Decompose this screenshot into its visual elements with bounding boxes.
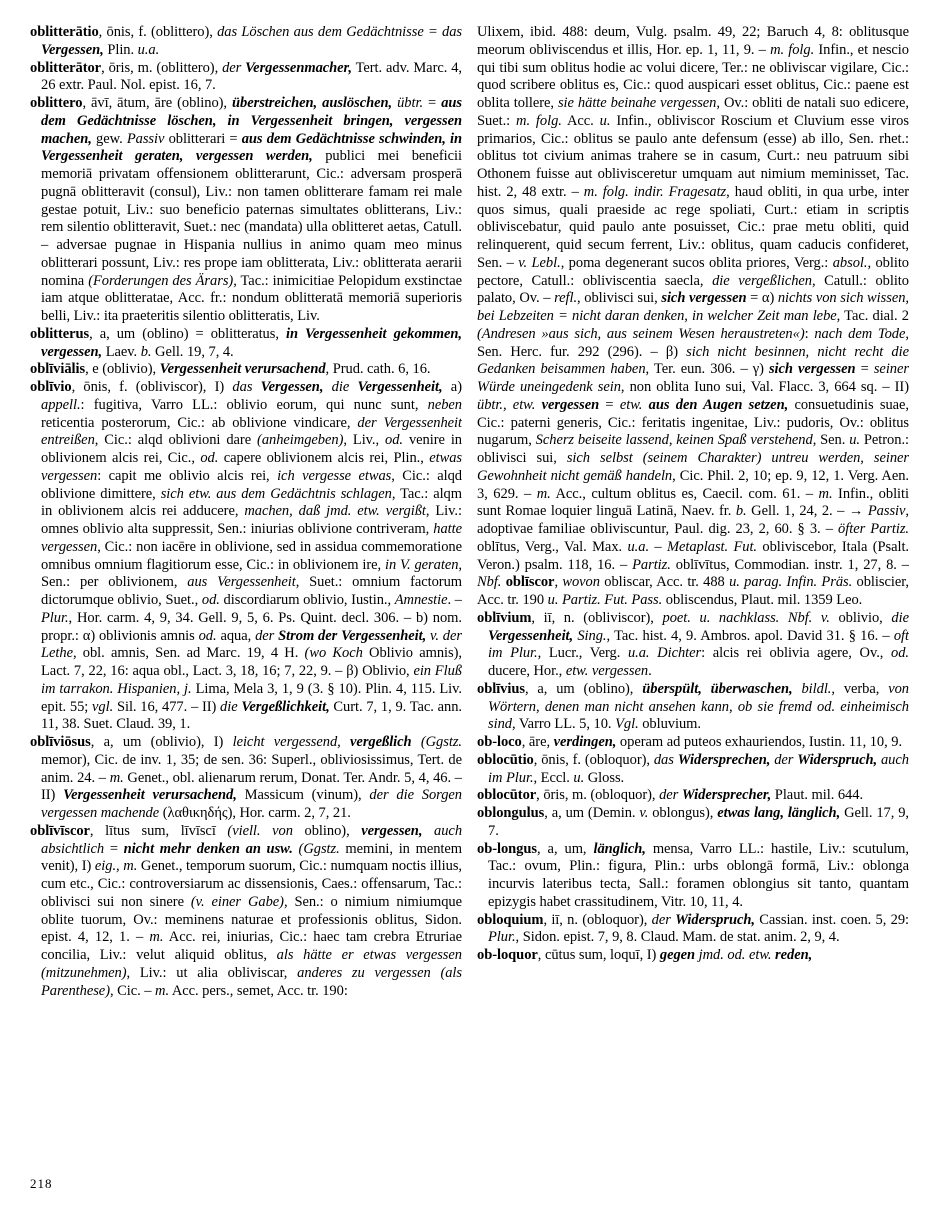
dictionary-entry: oblīvius, a, um (oblino), überspült, überwaschen, bildl., verba, von Wörtern, denen man nicht ansehen kann, ob sie fremd od. einheimisch sind, Varro LL. 5, 10. Vgl. obluvium.: [477, 680, 909, 733]
dictionary-entry: ob-longus, a, um, länglich, mensa, Varro LL.: hastile, Liv.: scutulum, Tac.: ovum, Plin.: figura, Plin.: urbs oblongā formā, Liv.: oblonga incurvis lateribus tecta, Sall.: foramen oblongius sit tanto, quantam epizygis habet crassitudinem, Vitr. 10, 11, 4.: [477, 840, 909, 910]
dictionary-entry: ob-loco, āre, verdingen, operam ad puteos exhauriendos, Iustin. 11, 10, 9.: [477, 734, 903, 750]
dictionary-entry: oblīvīscor, lītus sum, līvīscī (viell. von oblino), vergessen, auch absichtlich = nicht mehr denken an usw. (Ggstz. memini, in mentem venit), I) eig., m. Genet., temporum suorum, Cic.: numquam noctis illius, cum etc., Cic.: controversiarum ac dissensionis, Caes.: offensarum, Tac.: oblivisci sui non sinere (v. einer Gabe), Sen.: o nimium nimiumque oblite tuorum, Ov.: meminens naturae et professionis oblitus, Sidon. epist. 4, 12, 1. – m. Acc. rei, iniurias, Cic.: haec tam crebra Etruriae concilia, Liv.: velut aliquid oblitus, als hätte er etwas vergessen (mitzunehmen), Liv.: ut alia obliviscar, anderes zu vergessen (als Parenthese), Cic. – m. Acc. pers., semet, Acc. tr. 190:: [30, 822, 462, 999]
dictionary-entry: oblīviōsus, a, um (oblivio), I) leicht vergessend, vergeßlich (Ggstz. memor), Cic. de inv. 1, 35; de sen. 36: Superl., obliviosissimus, Tert. de anim. 24. – m. Genet., obl. alienarum rerum, Donat. Ter. Andr. 5, 4, 46. – II) Vergessenheit verursachend, Massicum (vinum), der die Sorgen vergessen machende (λαθικηδής), Hor. carm. 2, 7, 21.: [30, 734, 462, 821]
dictionary-entry: oblīvio, ōnis, f. (obliviscor), I) das Vergessen, die Vergessenheit, a) appell.: fugitiva, Varro LL.: oblivio eorum, qui nunc sunt, neben reticentia posterorum, Cic.: ab oblivione vindicare, der Vergessenheit entreißen, Cic.: alqd oblivioni dare (anheimgeben), Liv., od. venire in oblivionem alcis rei, Cic., od. capere oblivionem alcis rei, Plin., etwas vergessen: capit me oblivio alcis rei, ich vergesse etwas, Cic.: alqd oblivione dimittere, sich etw. aus dem Gedächtnis schlagen, Tac.: alqm in oblivionem alcis rei adducere, machen, daß jmd. etw. vergißt, Liv.: omnes oblivio alta suppressit, Sen.: iniurias oblivione contriveram, hatte vergessen, Cic.: non iacēre in oblivione, sed in assidua commemoratione omnibus omnium flagitiorum esse, Cic.: in oblivionem ire, in V. geraten, Sen.: per oblivionem, aus Vergessenheit, Suet.: omnium factorum dictorumque oblivio, Suet., od. discordiarum oblivio, Iustin., Amnestie. – Plur., Hor. carm. 4, 9, 34. Gell. 9, 5, 6. Ps. Quint. decl. 306. – b) nom. propr.: α) oblivionis amnis od. aqua, der Strom der Vergessenheit, v. der Lethe, obl. amnis, Sen. ad Marc. 19, 4 H. (wo Koch Oblivio amnis), Lact. 7, 22, 16: aqua obl., Lact. 3, 18, 16; 7, 22, 9. – β) Oblivio, ein Fluß im tarrakon. Hispanien, j. Lima, Mela 3, 1, 9 (3. § 10). Plin. 4, 115. Liv. epit. 55; vgl. Sil. 16, 477. – II) die Vergeßlichkeit, Curt. 7, 1, 9. Tac. ann. 11, 38. Suet. Claud. 39, 1.: [30, 379, 462, 733]
dictionary-entry: oblitterus, a, um (oblino) = oblitteratus, in Vergessenheit gekommen, vergessen, Laev. b. Gell. 19, 7, 4.: [30, 325, 462, 360]
right-column: [477, 24, 909, 1149]
page-number: 218: [30, 1176, 53, 1191]
dictionary-entry: oblitterātio, ōnis, f. (oblittero), das Löschen aus dem Gedächtnisse = das Vergessen, Plin. u.a.: [30, 24, 462, 58]
dictionary-entry: oblocūtio, ōnis, f. (obloquor), das Widersprechen, der Widerspruch, auch im Plur., Eccl. u. Gloss.: [477, 751, 909, 786]
dictionary-entry: ob-loquor, cūtus sum, loquī, I) gegen jmd. od. etw. reden,: [477, 947, 813, 963]
left-column: [30, 24, 462, 1149]
entry-continuation: Ulixem, ibid. 488: deum, Vulg. psalm. 49, 22; Baruch 4, 8: oblitusque meorum obliviscendus et illis, Hor. ep. 1, 11, 9. – m. folg. Infin., et nescio qui tibi sum oblitus hodie ac volui dicere, Ter.: ne obliviscar vigilare, Cic.: quod scribere oblitus es, Cic.: quod auspicari esset oblitus, Cic.: paene est oblita tollere, sie hätte beinahe vergessen, Ov.: obliti de natali suo edicere, Suet.: m. folg. Acc. u. Infin., obliviscor Roscium et Cluvium esse viros primarios, Cic.: oblitus se paulo ante defensum (esse) ab illo, Sen. rhet.: oblitus tot civium animas trahere se in casum, Curt.: neu patruum sibi Othonem fuisse aut oblivisceretur umquam aut nimium meminisset, Tac. hist. 2, 48 extr. – m. folg. indir. Fragesatz, haud obliti, in qua urbe, inter quos simus, quali praeside ac rege spoliati, Curt.: etiam in scriptis obliviscebatur, quid paulo ante posuisset, Cic.: prae metu obliti, quid relinquerent, quid secum ferrent, Liv.: oblitus, quam caducis confideret, Sen. – v. Lebl., poma degenerant sucos oblita priores, Verg.: absol., oblito pectore, Catull.: obliviscentia saecla, die vergeßlichen, Catull.: oblito palato, Ov. – refl., oblivisci sui, sich vergessen = α) nichts von sich wissen, bei Lebzeiten = nicht daran denken, in welcher Zeit man lebe, Tac. dial. 2 (Andresen »aus sich, aus seinem Wesen heraustreten«): nach dem Tode, Sen. Herc. fur. 292 (296). – β) sich nicht besinnen, nicht recht die Gedanken beisammen haben, Ter. eun. 306. – γ) sich vergessen = seiner Würde uneingedenk sein, non oblita Iuno sui, Val. Flacc. 3, 664 sq. – II) übtr., etw. vergessen = etw. aus den Augen setzen, consuetudinis suae, Cic.: paterni generis, Cic.: feritatis ingenitae, Liv.: pudoris, Ov.: oblitus nugarum, Scherz beiseite lassend, keinen Spaß verstehend, Sen. u. Petron.: oblivisci sui, sich selbst (seinem Charakter) untreu werden, seiner Gewohnheit nicht gemäß handeln, Cic. Phil. 2, 10; ep. 9, 12, 1. Verg. Aen. 3, 629. – m. Acc., cultum oblitus es, Caecil. com. 61. – m. Infin., obliti sunt Romae loquier linguā Latinā, Naev. fr. b. Gell. 1, 24, 2. – → Passiv, adoptivae familiae obliviscuntur, Paul. dig. 23, 2, 60. § 3. – öfter Partiz. oblītus, Verg., Val. Max. u.a. – Metaplast. Fut. obliviscebor, Itala (Psalt. Veron.) psalm. 118, 16. – Partiz. oblīvītus, Commodian. instr. 1, 27, 8. – Nbf. oblīscor, wovon obliscar, Acc. tr. 488 u. parag. Infin. Präs. obliscier, Acc. tr. 190 u. Partiz. Fut. Pass. obliscendus, Plaut. mil. 1359 Leo.: [477, 24, 909, 608]
dictionary-entry: oblittero, āvī, ātum, āre (oblino), überstreichen, auslöschen, übtr. = aus dem Gedächtnisse löschen, in Vergessenheit bringen, vergessen machen, gew. Passiv oblitterari = aus dem Gedächtnisse schwinden, in Vergessenheit geraten, vergessen werden, publici mei beneficii memoriā privatam offensionem oblitterarunt, Cic.: adversam prosperā pugnā oblitteravit (consul), Liv.: non tamen oblitterare famam rei male gestae potuit, Liv.: suo beneficio paternas simultates oblitterans, Liv.: rem silentio oblitteravit, Suet.: nec (mandata) ulla oblitteret aetas, Catull. – adversae pugnae in Hispania nullius in animo quam meo minus oblitterari possunt, Liv.: res prope iam oblitterata, Liv.: oblitterata aerarii nomina (Forderungen des Ärars), Tac.: inimicitiae Pelopidum exstinctae iam atque oblitteratae, Acc. fr.: nondum oblitteratā memoriā superioris belli, Liv.: ita praeteritis silentio oblitteratis, Liv.: [30, 95, 462, 324]
dictionary-entry: oblocūtor, ōris, m. (obloquor), der Widersprecher, Plaut. mil. 644.: [477, 787, 864, 804]
dictionary-entry: obloquium, iī, n. (obloquor), der Widerspruch, Cassian. inst. coen. 5, 29: Plur., Sidon. epist. 7, 9, 8. Claud. Mam. de stat. anim. 2, 9, 4.: [477, 911, 909, 946]
dictionary-entry: oblongulus, a, um (Demin. v. oblongus), etwas lang, länglich, Gell. 17, 9, 7.: [477, 805, 909, 839]
dictionary-entry: oblīviālis, e (oblivio), Vergessenheit verursachend, Prud. cath. 6, 16.: [30, 361, 431, 378]
dictionary-entry: oblīvium, iī, n. (obliviscor), poet. u. nachklass. Nbf. v. oblivio, die Vergessenheit, Sing., Tac. hist. 4, 9. Ambros. apol. David 31. § 16. – oft im Plur., Lucr., Verg. u.a. Dichter: alcis rei oblivia agere, Ov., od. ducere, Hor., etw. vergessen.: [477, 609, 909, 679]
dictionary-entry: oblitterātor, ōris, m. (oblittero), der Vergessenmacher, Tert. adv. Marc. 4, 26 extr. Paul. Nol. epist. 16, 7.: [30, 59, 462, 94]
